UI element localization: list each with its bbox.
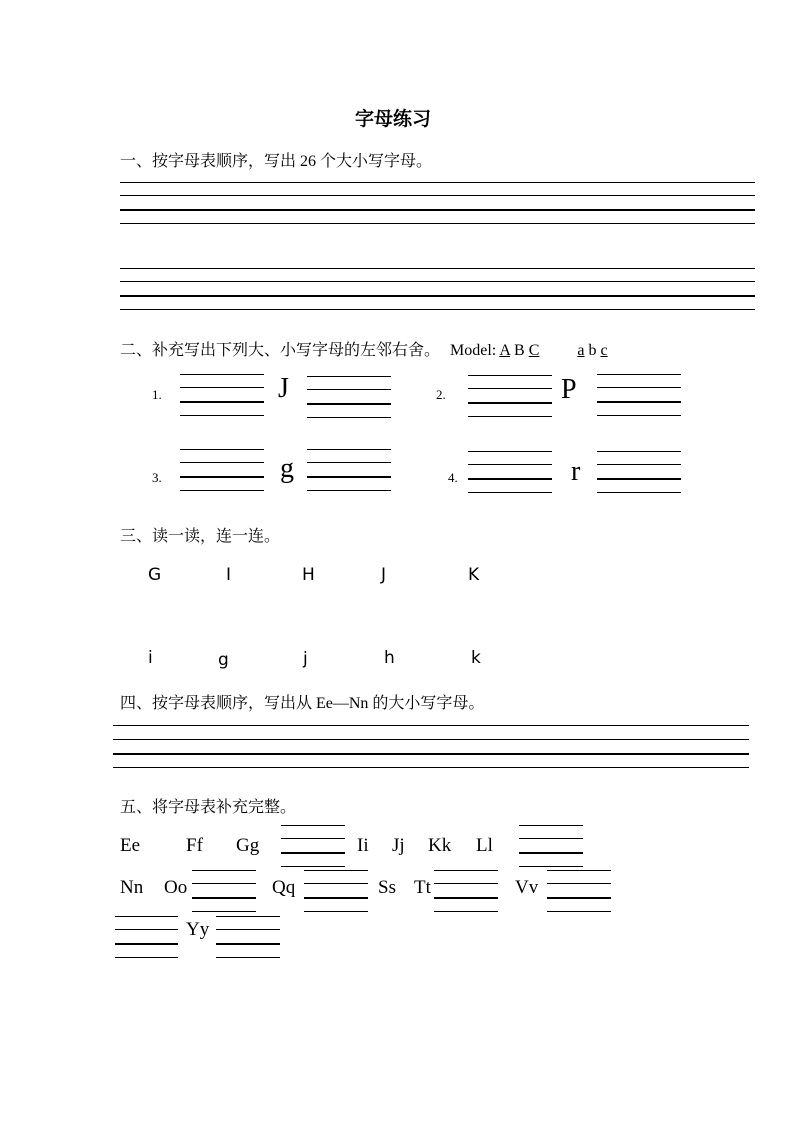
writing-box-1-left[interactable] — [180, 374, 264, 416]
match-upper-h[interactable]: H — [302, 565, 315, 585]
writing-box-2-right[interactable] — [597, 374, 681, 416]
question-1: 一、按字母表顺序，写出 26 个大小写字母。 — [120, 153, 433, 170]
alphabet-ff: Ff — [186, 835, 203, 856]
writing-box-3-left[interactable] — [180, 449, 264, 491]
question-2 — [120, 337, 608, 360]
writing-box-3-right[interactable] — [307, 449, 391, 491]
question-5: 五、将字母表补充完整。 — [120, 799, 297, 816]
alphabet-ll: Ll — [476, 835, 493, 856]
alphabet-vv: Vv — [515, 877, 539, 898]
alphabet-kk: Kk — [428, 835, 452, 856]
match-upper-i[interactable]: I — [226, 565, 232, 585]
model-upper-a: A — [499, 342, 511, 359]
page-title: 字母练习 — [355, 109, 432, 130]
writing-box-1-right[interactable] — [307, 376, 391, 418]
model-lower-c: c — [600, 342, 608, 359]
blank-pp[interactable] — [192, 870, 256, 912]
writing-box-4-right[interactable] — [597, 451, 681, 493]
alphabet-jj: Jj — [392, 835, 405, 856]
match-upper-g[interactable]: G — [148, 565, 162, 585]
blank-hh[interactable] — [281, 825, 345, 867]
model-label: Model: — [450, 342, 497, 359]
item-number-1: 1. — [152, 387, 162, 402]
writing-box-4-left[interactable] — [468, 451, 552, 493]
question-4: 四、按字母表顺序，写出从 Ee—Nn 的大小写字母。 — [120, 695, 485, 712]
writing-lines-1a[interactable] — [120, 182, 755, 226]
alphabet-nn: Nn — [120, 877, 144, 898]
item-number-2: 2. — [436, 387, 446, 402]
blank-ww[interactable] — [547, 870, 611, 912]
alphabet-ss: Ss — [378, 877, 396, 898]
model-upper-b: B — [514, 342, 525, 359]
match-lower-j[interactable]: j — [303, 649, 308, 669]
match-lower-g[interactable]: g — [218, 650, 229, 670]
model-lower-b: b — [588, 342, 597, 359]
alphabet-qq: Qq — [272, 877, 296, 898]
writing-lines-4[interactable] — [113, 725, 749, 768]
item-number-3: 3. — [152, 470, 162, 485]
item-letter-3: g — [280, 453, 294, 484]
blank-zz[interactable] — [216, 916, 280, 958]
alphabet-oo: Oo — [164, 877, 188, 898]
question-2-text: 二、补充写出下列大、小写字母的左邻右舍。 — [120, 342, 441, 359]
item-letter-4: r — [571, 456, 581, 487]
match-lower-k[interactable]: k — [471, 648, 481, 668]
blank-mm[interactable] — [519, 825, 583, 867]
item-number-4: 4. — [448, 470, 458, 485]
alphabet-ii: Ii — [357, 835, 369, 856]
question-3: 三、读一读，连一连。 — [120, 528, 281, 545]
item-letter-2: P — [561, 374, 577, 405]
alphabet-yy: Yy — [186, 919, 210, 940]
model-lower-a: a — [577, 342, 585, 359]
blank-xx[interactable] — [115, 916, 178, 958]
match-lower-h[interactable]: h — [384, 648, 395, 668]
alphabet-gg: Gg — [236, 835, 260, 856]
match-upper-k[interactable]: K — [468, 565, 480, 585]
blank-uu[interactable] — [434, 870, 498, 912]
item-letter-1: J — [278, 373, 289, 404]
alphabet-tt: Tt — [414, 877, 431, 898]
alphabet-ee: Ee — [120, 835, 141, 856]
writing-box-2-left[interactable] — [468, 375, 552, 417]
match-upper-j[interactable]: J — [381, 565, 387, 585]
match-lower-i[interactable]: i — [148, 648, 153, 668]
model-upper-c: C — [528, 342, 540, 359]
writing-lines-1b[interactable] — [120, 268, 755, 312]
blank-rr[interactable] — [304, 870, 368, 912]
